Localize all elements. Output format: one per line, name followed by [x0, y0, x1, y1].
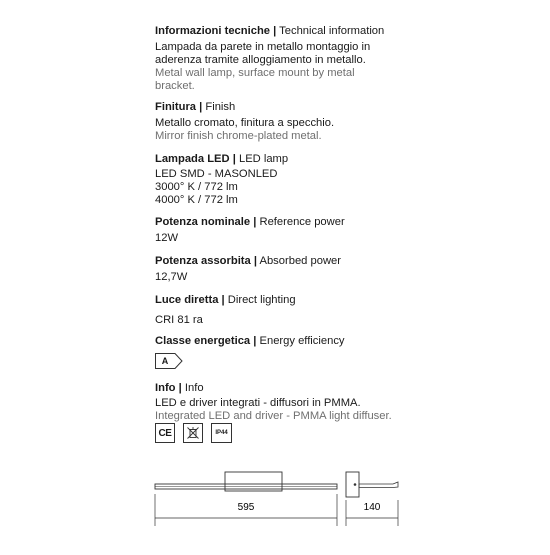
energy-class-label: A — [161, 356, 169, 366]
section-heading: Lampada LED | LED lamp — [155, 153, 289, 165]
nominal-power-value: 12W — [155, 232, 179, 244]
width-dimension: 595 — [237, 502, 255, 513]
spec-sheet — [155, 24, 535, 423]
section-heading: Info | Info — [155, 382, 204, 394]
mounting-box-outline — [225, 472, 282, 491]
section-nominal-power — [155, 215, 535, 245]
section-heading: Potenza nominale | Reference power — [155, 216, 345, 228]
weee-bin-icon — [183, 423, 203, 443]
description-it-line: aderenza tramite alloggiamento in metallo. — [155, 54, 366, 66]
side-arm-outline — [359, 482, 398, 488]
section-finish — [155, 100, 535, 143]
section-heading: Classe energetica | Energy efficiency — [155, 335, 345, 347]
certification-icons — [155, 423, 232, 443]
section-absorbed-power — [155, 254, 535, 284]
description-en-line: bracket. — [155, 80, 195, 92]
info-en-line: Integrated LED and driver - PMMA light diffuser. — [155, 410, 392, 422]
section-technical-info — [155, 24, 535, 93]
lamp-line: 3000° K / 772 lm — [155, 181, 238, 193]
ip44-icon: IP44 — [211, 423, 232, 443]
lamp-line: LED SMD - MASONLED — [155, 168, 278, 180]
section-led-lamp — [155, 152, 535, 207]
absorbed-power-value: 12,7W — [155, 271, 188, 283]
section-energy-class — [155, 334, 535, 374]
description-it-line: Lampada da parete in metallo montaggio in — [155, 41, 371, 53]
ce-mark-icon: CE — [155, 423, 175, 443]
section-info — [155, 381, 535, 423]
section-heading: Informazioni tecniche | Technical information — [155, 25, 385, 37]
section-heading: Potenza assorbita | Absorbed power — [155, 255, 341, 267]
energy-class-badge — [155, 353, 183, 369]
side-bracket-outline — [346, 472, 359, 497]
section-heading: Luce diretta | Direct lighting — [155, 294, 296, 306]
depth-dimension: 140 — [363, 502, 381, 513]
cri-value: CRI 81 ra — [155, 314, 203, 326]
section-heading: Finitura | Finish — [155, 101, 236, 113]
lamp-line: 4000° K / 772 lm — [155, 194, 238, 206]
dimension-drawings — [0, 460, 550, 550]
section-direct-lighting — [155, 293, 535, 327]
finish-en-line: Mirror finish chrome-plated metal. — [155, 130, 322, 142]
finish-it-line: Metallo cromato, finitura a specchio. — [155, 117, 335, 129]
lamp-technical-drawing — [0, 460, 550, 550]
description-en-line: Metal wall lamp, surface mount by metal — [155, 67, 355, 79]
info-it-line: LED e driver integrati - diffusori in PMMA. — [155, 397, 361, 409]
